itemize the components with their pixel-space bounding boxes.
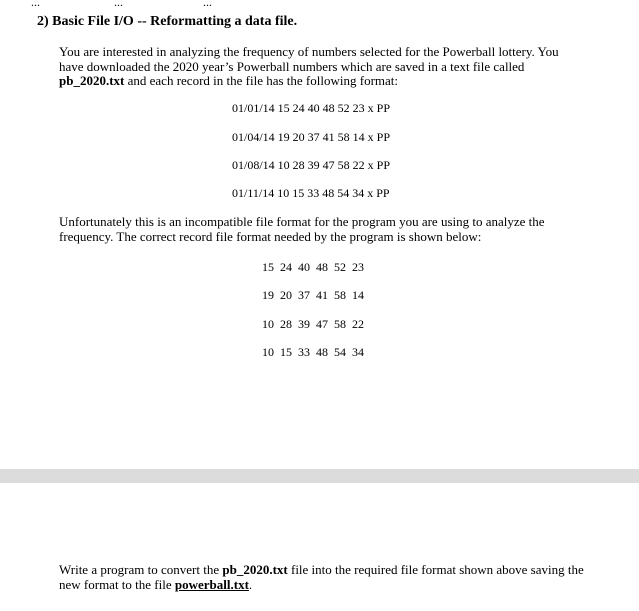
instruction-text: Write a program to convert the — [59, 562, 223, 577]
top-ellipsis-mark: ... — [114, 0, 123, 9]
intro-paragraph — [59, 45, 579, 89]
output-filename: powerball.txt — [174, 576, 249, 592]
input-filename: pb_2020.txt — [59, 73, 125, 88]
problem-paragraph: Unfortunately this is an incompatible file format for the program you are using to analyze the frequency. The correct record file format needed by the program is shown below: — [59, 214, 545, 244]
intro-text-end: and each record in the file has the following format: — [124, 73, 398, 88]
input-record: 01/01/14 15 24 40 48 52 23 x PP — [232, 101, 391, 115]
instruction-paragraph — [59, 563, 599, 592]
input-filename: pb_2020.txt — [222, 562, 288, 577]
output-record: 10 15 33 48 54 34 — [262, 345, 364, 359]
input-record: 01/08/14 10 28 39 47 58 22 x PP — [232, 158, 391, 172]
output-record: 15 24 40 48 52 23 — [262, 260, 364, 274]
input-record: 01/11/14 10 15 33 48 54 34 x PP — [232, 186, 390, 200]
page-separator — [0, 469, 639, 483]
output-record: 19 20 37 41 58 14 — [262, 288, 364, 302]
intro-text: You are interested in analyzing the frequency of numbers selected for the Powerball lottery. You have downloaded the 2020 year’s Powerball numbers which are saved in a text file called — [59, 44, 559, 74]
instruction-text-middle: file into the required file format shown above saving the new format to the file — [59, 562, 584, 592]
instruction-text-end: . — [248, 576, 253, 592]
input-record: 01/04/14 19 20 37 41 58 14 x PP — [232, 130, 391, 144]
top-ellipsis-mark: ... — [31, 0, 40, 9]
problem-heading: 2) Basic File I/O -- Reformatting a data file. — [37, 14, 298, 29]
output-record: 10 28 39 47 58 22 — [262, 317, 364, 331]
top-ellipsis-mark: ... — [203, 0, 212, 9]
